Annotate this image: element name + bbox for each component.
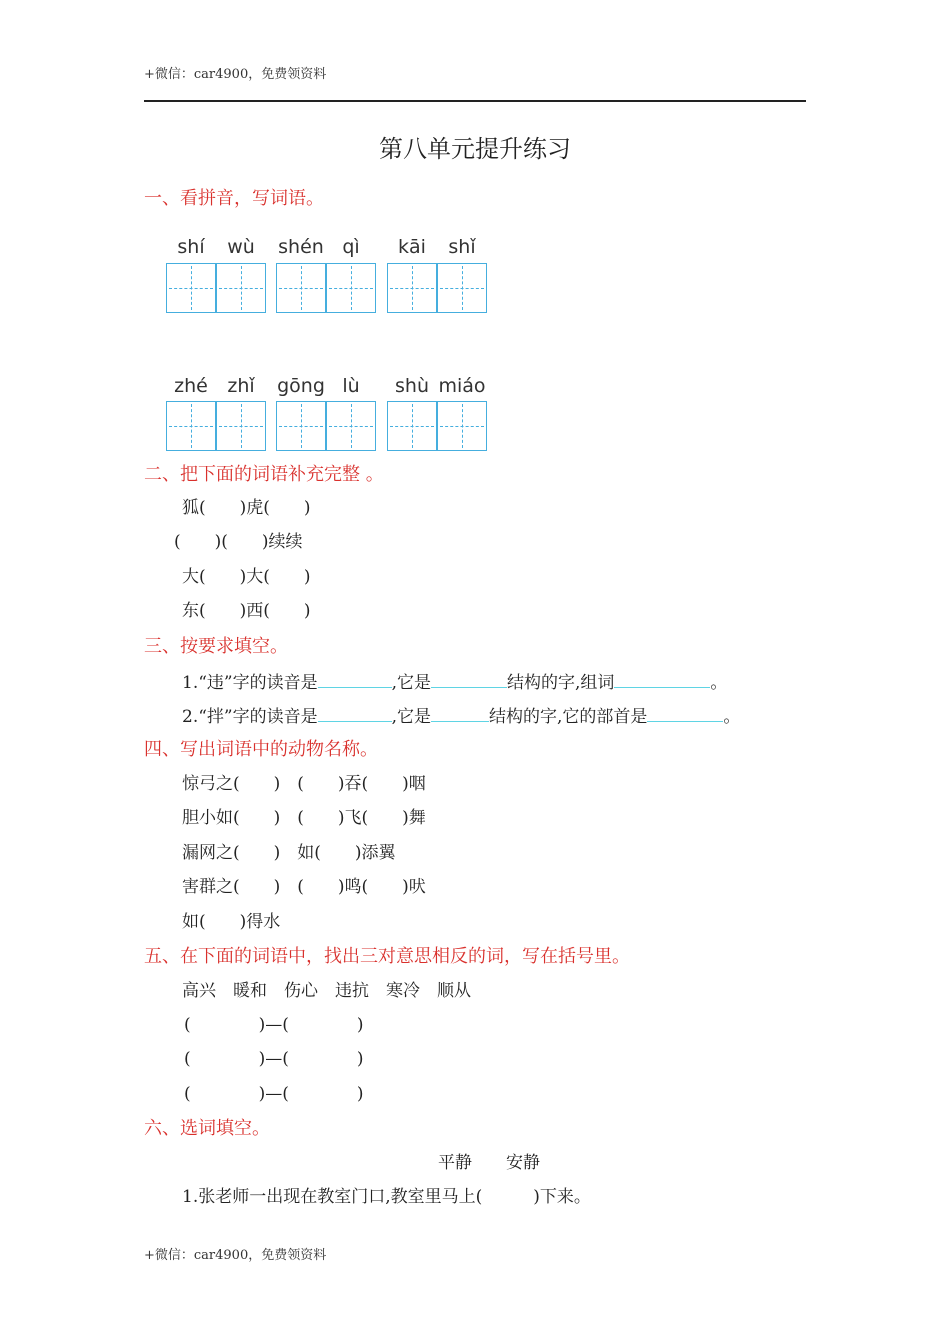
- section-2-heading: 二、把下面的词语补充完整 。: [144, 464, 384, 485]
- section-5-heading: 五、在下面的词语中，找出三对意思相反的词，写在括号里。: [144, 946, 630, 967]
- exercise-line: 大( )大( ): [182, 566, 311, 587]
- writing-box[interactable]: [437, 263, 487, 313]
- header-divider: [144, 100, 806, 102]
- pinyin-label: shǐ: [448, 236, 476, 258]
- exercise-line: 东( )西( ): [182, 601, 311, 622]
- q1-blank-pronunciation[interactable]: [318, 673, 392, 688]
- pinyin-label: wù: [227, 236, 255, 258]
- q2-text: 2.“拌”字的读音是: [182, 707, 318, 727]
- section-3-question-1: [182, 673, 727, 692]
- q2-text: 结构的字,它的部首是: [489, 707, 648, 727]
- pinyin-label: kāi: [398, 236, 426, 258]
- pinyin-label: shí: [177, 236, 205, 258]
- writing-box[interactable]: [387, 401, 437, 451]
- exercise-line: 害群之( ) ( )鸣( )吠: [182, 877, 426, 898]
- writing-box[interactable]: [387, 263, 437, 313]
- writing-box[interactable]: [326, 401, 376, 451]
- page-title: 第八单元提升练习: [379, 135, 571, 163]
- exercise-line: 狐( )虎( ): [182, 498, 311, 518]
- writing-box[interactable]: [326, 263, 376, 313]
- q2-blank-radical[interactable]: [647, 707, 723, 722]
- writing-box[interactable]: [276, 263, 326, 313]
- exercise-line: ( )( )续续: [174, 532, 303, 553]
- pinyin-label: lù: [342, 375, 360, 397]
- exercise-line: ( )—( ): [184, 1049, 364, 1070]
- q2-text: 。: [723, 707, 741, 727]
- pinyin-label: zhé: [174, 375, 208, 397]
- section-6-word-choices: 平静 安静: [438, 1153, 540, 1173]
- pinyin-label: shù: [395, 375, 429, 397]
- writing-box[interactable]: [216, 263, 266, 313]
- q1-blank-word[interactable]: [614, 673, 710, 688]
- q2-blank-structure[interactable]: [431, 707, 489, 722]
- q1-text: 结构的字,组词: [507, 673, 615, 693]
- writing-box[interactable]: [276, 401, 326, 451]
- exercise-line: 惊弓之( ) ( )吞( )咽: [182, 774, 426, 794]
- section-4-heading: 四、写出词语中的动物名称。: [144, 739, 378, 760]
- section-3-heading: 三、按要求填空。: [144, 636, 288, 657]
- q1-text: 1.“违”字的读音是: [182, 673, 318, 693]
- writing-box[interactable]: [166, 263, 216, 313]
- pinyin-label: zhǐ: [227, 375, 255, 397]
- exercise-line: 胆小如( ) ( )飞( )舞: [182, 808, 426, 829]
- writing-box[interactable]: [437, 401, 487, 451]
- section-6-heading: 六、选词填空。: [144, 1118, 270, 1139]
- q1-text: ,它是: [391, 673, 432, 693]
- exercise-line: ( )—( ): [184, 1015, 364, 1035]
- writing-box[interactable]: [166, 401, 216, 451]
- exercise-line: ( )—( ): [184, 1083, 364, 1104]
- exercise-line: 漏网之( ) 如( )添翼: [182, 842, 396, 863]
- q1-text: 。: [710, 673, 728, 693]
- section-1-heading: 一、看拼音，写词语。: [144, 188, 324, 209]
- pinyin-label: shén: [278, 236, 324, 258]
- exercise-line: 如( )得水: [182, 911, 281, 932]
- q1-blank-structure[interactable]: [431, 673, 507, 688]
- footer-note: +微信：car4900，免费领资料: [144, 1248, 327, 1263]
- section-5-word-list: 高兴 暖和 伤心 违抗 寒冷 顺从: [182, 981, 471, 1001]
- section-3-question-2: [182, 707, 740, 726]
- header-note: +微信：car4900，免费领资料: [144, 67, 327, 82]
- pinyin-label: qì: [342, 236, 360, 258]
- q2-text: ,它是: [391, 707, 432, 727]
- pinyin-label: miáo: [438, 375, 486, 397]
- pinyin-label: gōng: [277, 375, 325, 397]
- section-6-question-1: 1.张老师一出现在教室门口,教室里马上( )下来。: [182, 1187, 591, 1207]
- q2-blank-pronunciation[interactable]: [318, 707, 392, 722]
- writing-box[interactable]: [216, 401, 266, 451]
